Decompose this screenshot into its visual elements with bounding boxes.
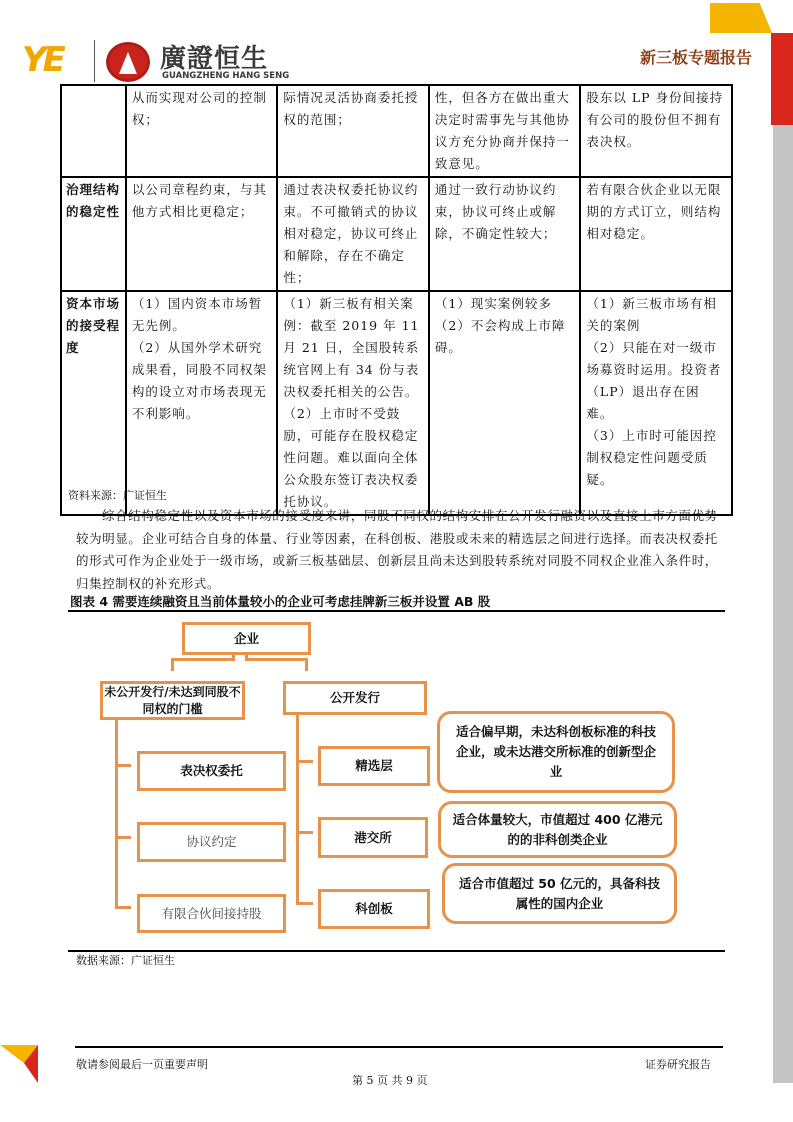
table-cell: （1）新三板市场有相关的案例 （2）只能在对一级市场募资时运用。投资者（LP）退出存在困难。 （3）上市时可能因控制权稳定性问题受质疑。: [580, 291, 732, 515]
side-bar-gray: [773, 125, 793, 1083]
row-header: 治理结构的稳定性: [61, 177, 126, 291]
table-cell: 以公司章程约束，与其他方式相比更稳定；: [126, 177, 278, 291]
note-star-market: 适合市值超过 50 亿元的，具备科技属性的国内企业: [442, 863, 677, 924]
table-cell: 通过表决权委托协议约束。不可撤销式的协议相对稳定，协议可终止和解除，存在不确定性；: [277, 177, 429, 291]
table-cell: （1）国内资本市场暂无先例。 （2）从国外学术研究成果看，同股不同权架构的设立对市场表现无不利影响。: [126, 291, 278, 515]
node-star-market: 科创板: [318, 889, 430, 929]
table-cell: 股东以 LP 身份间接持有公司的股份但不拥有表决权。: [580, 85, 732, 177]
node-limited-partnership: 有限合伙间接持股: [137, 894, 286, 933]
table-source: 资料来源：广证恒生: [68, 489, 167, 502]
comparison-table: [60, 84, 733, 516]
table-row: [61, 291, 732, 515]
table-cell: （1）新三板有相关案例：截至 2019 年 11 月 21 日，全国股转系统官网上有 34 份与表决权委托相关的公告。 （2）上市时不受鼓励，可能存在股权稳定性问题。难以面向全体公众股东签订表决权委托协议。: [277, 291, 429, 515]
table-cell: 性，但各方在做出重大决定时需事先与其他协议方充分协商并保持一致意见。: [429, 85, 581, 177]
node-voting-proxy: 表决权委托: [137, 751, 286, 791]
table-cell: 际情况灵活协商委托授权的范围；: [277, 85, 429, 177]
table-cell: （1）现实案例较多 （2）不会构成上市障碍。: [429, 291, 581, 515]
node-select-tier: 精选层: [318, 746, 430, 786]
node-agreement: 协议约定: [137, 822, 286, 862]
footer-rule: [75, 1046, 723, 1048]
note-select-tier: 适合偏早期，未达科创板标准的科技企业，或未达港交所标准的创新型企业: [437, 711, 675, 793]
note-hkex: 适合体量较大，市值超过 400 亿港元的的非科创类企业: [438, 801, 677, 858]
figure-source: 数据来源：广证恒生: [76, 954, 175, 967]
brand-name: 廣證恒生: [160, 44, 269, 74]
footer-disclaimer: 敬请参阅最后一页重要声明: [76, 1058, 208, 1071]
logo-divider: [94, 40, 95, 82]
figure-top-rule: [68, 610, 725, 612]
body-paragraph: 综合结构稳定性以及资本市场的接受度来讲，同股不同权的结构安排在公开发行融资以及直接上市方面优势较为明显。企业可结合自身的体量、行业等因素，在科创板、港股或未来的精选层之间进行选择。而表决权委托的形式可作为企业处于一级市场，或新三板基础层、创新层且尚未达到股转系统对同股不同权企业准入条件时，归集控制权的补充形式。: [76, 508, 718, 591]
report-type: 新三板专题报告: [640, 48, 753, 67]
row-header: [61, 85, 126, 177]
table-cell: 若有限合伙企业以无限期的方式订立，则结构相对稳定。: [580, 177, 732, 291]
node-not-public: 未公开发行/未达到同股不同权的门槛: [100, 681, 245, 720]
figure-title: 图表 4 需要连续融资且当前体量较小的企业可考虑挂牌新三板并设置 AB 股: [70, 594, 491, 609]
footer-triangle-logo-icon: [0, 1045, 38, 1083]
ye-logo-icon: YE: [22, 40, 62, 80]
node-hkex: 港交所: [318, 817, 428, 858]
footer-label: 证券研究报告: [645, 1058, 711, 1071]
table-row: [61, 177, 732, 291]
table-cell: 通过一致行动协议约束，协议可终止或解除，不确定性较大；: [429, 177, 581, 291]
node-public: 公开发行: [283, 681, 427, 715]
brand-name-en: GUANGZHENG HANG SENG: [162, 71, 290, 81]
seal-logo-icon: [106, 42, 150, 82]
row-header: 资本市场的接受程度: [61, 291, 126, 515]
corner-tab-decoration: [710, 3, 772, 33]
page-number: 第 5 页 共 9 页: [352, 1074, 428, 1087]
node-enterprise: 企业: [182, 622, 311, 655]
table-cell: 从而实现对公司的控制权；: [126, 85, 278, 177]
side-bar-red: [771, 33, 793, 125]
table-row: [61, 85, 732, 177]
